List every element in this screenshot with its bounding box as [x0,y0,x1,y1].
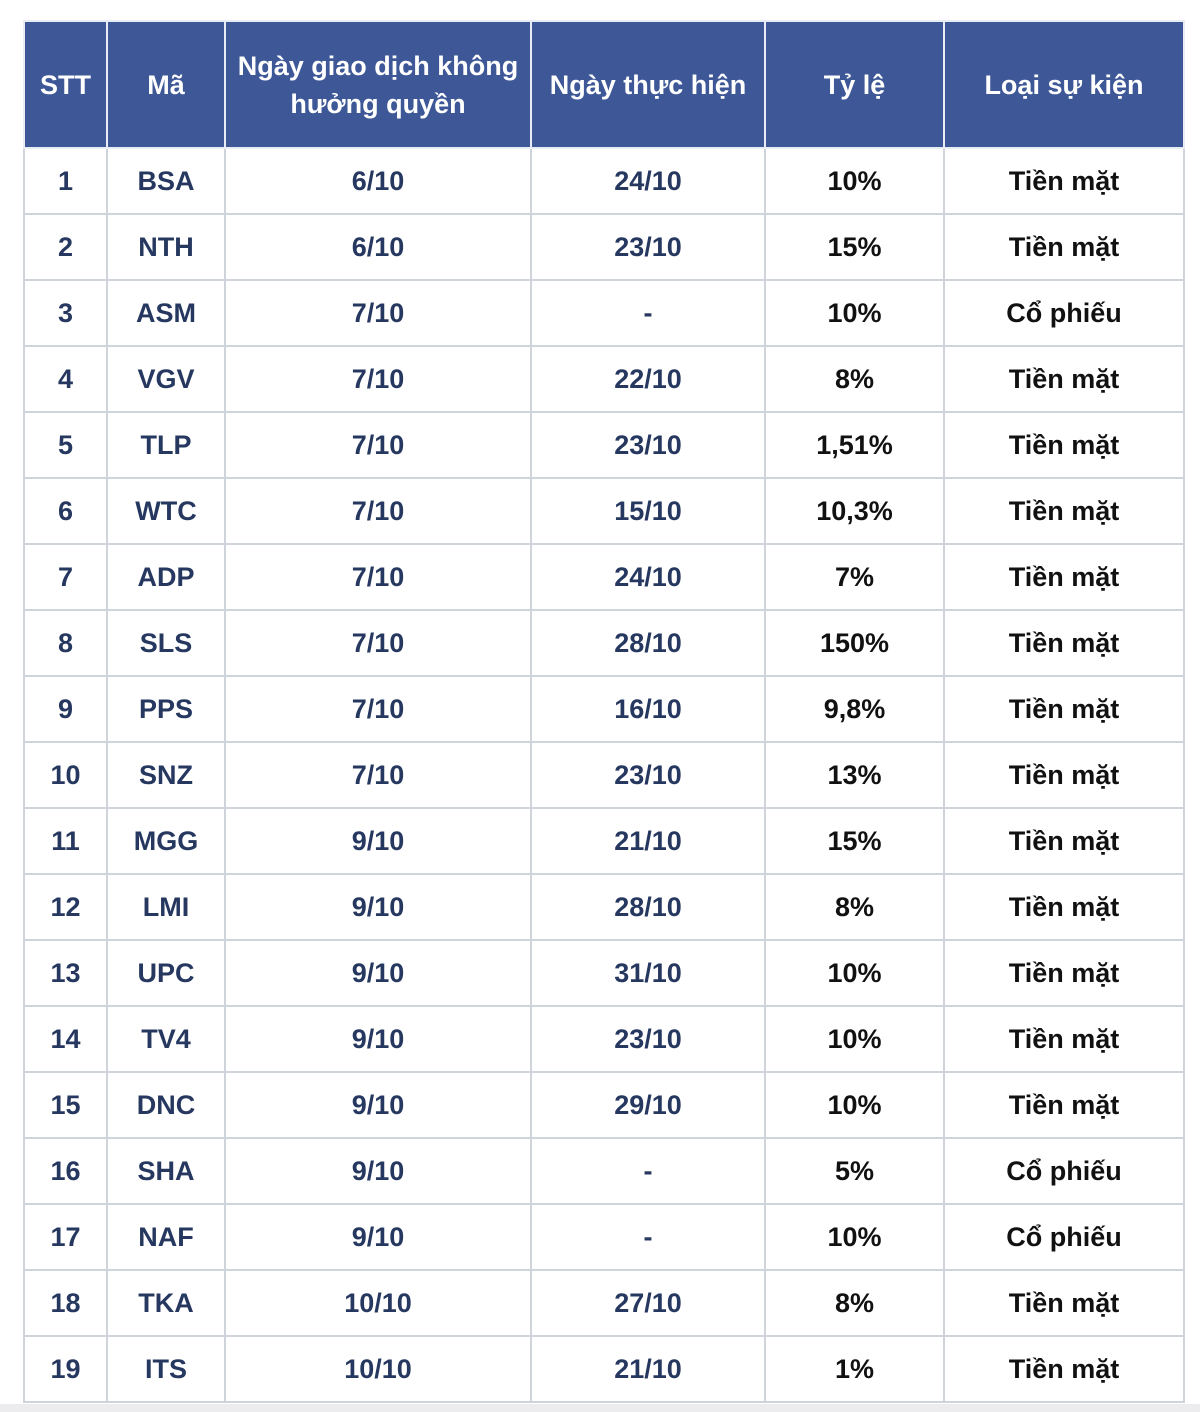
cell-execution-date: 23/10 [531,214,765,280]
table-row [24,1072,1184,1138]
cell-ticker: SLS [107,610,225,676]
cell-event-type: Tiền mặt [944,676,1184,742]
cell-stt: 18 [24,1270,107,1336]
table-header [24,21,1184,148]
cell-ex-rights-date: 7/10 [225,478,531,544]
cell-stt: 19 [24,1336,107,1402]
cell-ex-rights-date: 9/10 [225,940,531,1006]
cell-event-type: Cổ phiếu [944,280,1184,346]
table-row [24,808,1184,874]
table-row [24,1270,1184,1336]
cell-ticker: LMI [107,874,225,940]
cell-stt: 11 [24,808,107,874]
cell-execution-date: 27/10 [531,1270,765,1336]
cell-ticker: BSA [107,148,225,214]
cell-ticker: MGG [107,808,225,874]
cell-ratio: 150% [765,610,944,676]
cell-ex-rights-date: 7/10 [225,346,531,412]
cell-execution-date: 28/10 [531,874,765,940]
cell-stt: 1 [24,148,107,214]
cell-ratio: 8% [765,1270,944,1336]
cell-execution-date: 15/10 [531,478,765,544]
cell-ex-rights-date: 9/10 [225,1006,531,1072]
cell-execution-date: 23/10 [531,742,765,808]
cell-execution-date: 31/10 [531,940,765,1006]
cell-event-type: Tiền mặt [944,346,1184,412]
cell-execution-date: 24/10 [531,544,765,610]
cell-stt: 4 [24,346,107,412]
cell-ratio: 10% [765,280,944,346]
cell-ex-rights-date: 7/10 [225,676,531,742]
table-row [24,544,1184,610]
cell-ex-rights-date: 7/10 [225,280,531,346]
cell-event-type: Tiền mặt [944,742,1184,808]
table-row [24,412,1184,478]
cell-stt: 9 [24,676,107,742]
table-row [24,1336,1184,1402]
cell-ticker: NAF [107,1204,225,1270]
cell-ex-rights-date: 9/10 [225,874,531,940]
table-row [24,280,1184,346]
cell-execution-date: 21/10 [531,808,765,874]
cell-event-type: Tiền mặt [944,1336,1184,1402]
cell-stt: 5 [24,412,107,478]
cell-ex-rights-date: 6/10 [225,214,531,280]
cell-event-type: Tiền mặt [944,1006,1184,1072]
cell-ex-rights-date: 10/10 [225,1336,531,1402]
cell-stt: 3 [24,280,107,346]
table-row [24,742,1184,808]
cell-event-type: Tiền mặt [944,412,1184,478]
bottom-edge-strip [0,1404,1200,1412]
cell-ratio: 8% [765,346,944,412]
table-row [24,940,1184,1006]
cell-event-type: Tiền mặt [944,940,1184,1006]
table-row [24,478,1184,544]
cell-ticker: TV4 [107,1006,225,1072]
cell-stt: 13 [24,940,107,1006]
cell-ticker: TLP [107,412,225,478]
cell-ratio: 10% [765,1204,944,1270]
cell-ratio: 10% [765,1072,944,1138]
cell-ex-rights-date: 7/10 [225,412,531,478]
table-row [24,874,1184,940]
cell-stt: 16 [24,1138,107,1204]
cell-ex-rights-date: 7/10 [225,742,531,808]
cell-ratio: 7% [765,544,944,610]
table-row [24,1138,1184,1204]
cell-ex-rights-date: 7/10 [225,610,531,676]
cell-ticker: DNC [107,1072,225,1138]
cell-ticker: NTH [107,214,225,280]
dividend-events-table [23,20,1185,1403]
cell-stt: 10 [24,742,107,808]
cell-event-type: Tiền mặt [944,214,1184,280]
cell-ex-rights-date: 6/10 [225,148,531,214]
cell-ratio: 10% [765,148,944,214]
cell-stt: 8 [24,610,107,676]
cell-ticker: WTC [107,478,225,544]
cell-execution-date: - [531,280,765,346]
header-execution-date: Ngày thực hiện [531,21,765,148]
cell-execution-date: 23/10 [531,1006,765,1072]
cell-ratio: 1% [765,1336,944,1402]
header-ratio: Tỷ lệ [765,21,944,148]
cell-stt: 17 [24,1204,107,1270]
cell-stt: 14 [24,1006,107,1072]
header-event-type: Loại sự kiện [944,21,1184,148]
cell-ratio: 10% [765,1006,944,1072]
cell-ticker: ITS [107,1336,225,1402]
table-row [24,676,1184,742]
cell-ticker: TKA [107,1270,225,1336]
cell-execution-date: 21/10 [531,1336,765,1402]
cell-event-type: Tiền mặt [944,1270,1184,1336]
cell-execution-date: - [531,1204,765,1270]
cell-ticker: PPS [107,676,225,742]
cell-ratio: 13% [765,742,944,808]
table-row [24,1204,1184,1270]
cell-ex-rights-date: 9/10 [225,1204,531,1270]
cell-event-type: Cổ phiếu [944,1204,1184,1270]
cell-execution-date: 22/10 [531,346,765,412]
cell-execution-date: 16/10 [531,676,765,742]
cell-event-type: Tiền mặt [944,1072,1184,1138]
cell-ex-rights-date: 9/10 [225,808,531,874]
cell-event-type: Tiền mặt [944,874,1184,940]
cell-event-type: Tiền mặt [944,808,1184,874]
cell-execution-date: 29/10 [531,1072,765,1138]
cell-ratio: 10% [765,940,944,1006]
cell-execution-date: 28/10 [531,610,765,676]
cell-ticker: UPC [107,940,225,1006]
cell-ticker: ADP [107,544,225,610]
cell-ratio: 8% [765,874,944,940]
cell-ex-rights-date: 9/10 [225,1138,531,1204]
cell-ratio: 5% [765,1138,944,1204]
header-ex-rights-date: Ngày giao dịch không hưởng quyền [225,21,531,148]
table-row [24,214,1184,280]
table-row [24,610,1184,676]
cell-stt: 12 [24,874,107,940]
cell-ticker: ASM [107,280,225,346]
cell-execution-date: - [531,1138,765,1204]
cell-stt: 2 [24,214,107,280]
dividend-events-table-container [23,20,1183,1403]
cell-ratio: 15% [765,214,944,280]
cell-ex-rights-date: 7/10 [225,544,531,610]
cell-ticker: SHA [107,1138,225,1204]
cell-event-type: Tiền mặt [944,544,1184,610]
cell-execution-date: 24/10 [531,148,765,214]
cell-ex-rights-date: 10/10 [225,1270,531,1336]
table-row [24,346,1184,412]
cell-stt: 7 [24,544,107,610]
cell-ratio: 1,51% [765,412,944,478]
cell-ratio: 15% [765,808,944,874]
header-ma: Mã [107,21,225,148]
cell-ex-rights-date: 9/10 [225,1072,531,1138]
cell-event-type: Tiền mặt [944,610,1184,676]
header-stt: STT [24,21,107,148]
cell-execution-date: 23/10 [531,412,765,478]
table-row [24,1006,1184,1072]
table-row [24,148,1184,214]
cell-ratio: 9,8% [765,676,944,742]
cell-event-type: Tiền mặt [944,478,1184,544]
cell-ratio: 10,3% [765,478,944,544]
cell-ticker: SNZ [107,742,225,808]
cell-stt: 15 [24,1072,107,1138]
table-body [24,148,1184,1402]
cell-event-type: Tiền mặt [944,148,1184,214]
cell-event-type: Cổ phiếu [944,1138,1184,1204]
cell-ticker: VGV [107,346,225,412]
header-row [24,21,1184,148]
cell-stt: 6 [24,478,107,544]
